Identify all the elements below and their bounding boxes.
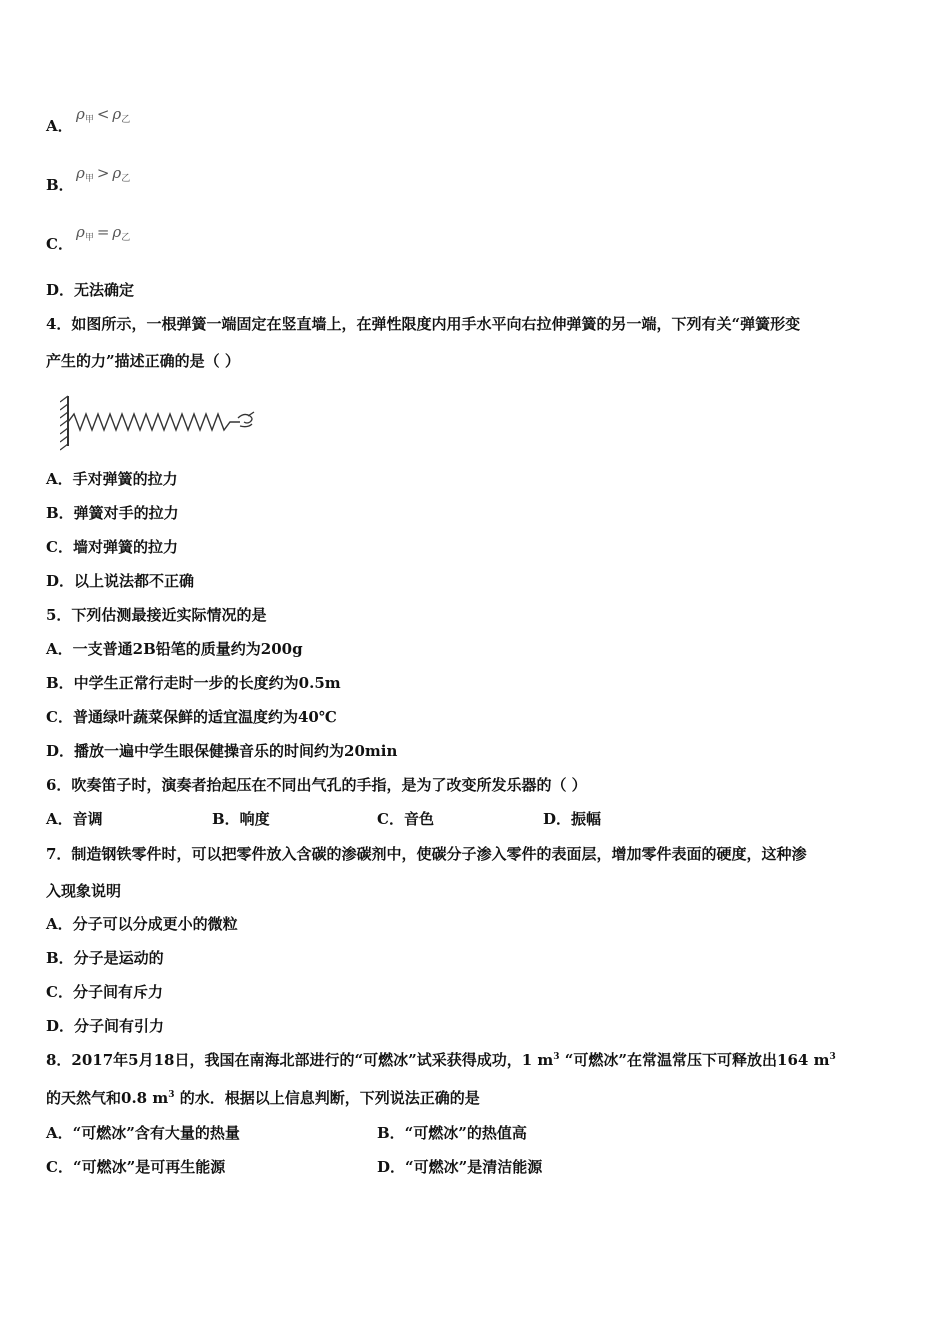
q8-option-c: C．“可燃冰”是可再生能源	[46, 1158, 226, 1176]
density-formula: $\rho_甲 = \rho_乙$	[76, 223, 131, 243]
q6-option-d: D．振幅	[543, 810, 602, 828]
q4-option-c: C．墙对弹簧的拉力	[46, 538, 178, 556]
q3-option-d: D．无法确定	[46, 281, 135, 299]
q3-option-b	[46, 164, 131, 195]
q7-stem-line2: 入现象说明	[46, 882, 122, 900]
q8-option-d: D．“可燃冰”是清洁能源	[377, 1158, 543, 1176]
density-formula: $\rho_甲 > \rho_乙$	[76, 164, 131, 184]
q6-option-a: A．音调	[46, 810, 103, 828]
hand-icon	[238, 412, 254, 427]
spring-icon	[68, 414, 240, 430]
q8-stem-line1: 8．2017年5月18日，我国在南海北部进行的“可燃冰”试采获得成功，1 $m^3$ “可燃冰”在常温常压下可释放出164 $m^3$	[46, 1051, 836, 1069]
q4-stem-line2: 产生的力”描述正确的是（ ）	[46, 352, 240, 370]
q5-option-c: C．普通绿叶蔬菜保鲜的适宜温度约为40℃	[46, 708, 337, 726]
q8-stem-line2: 的天然气和0.8 $m^3$ 的水．根据以上信息判断，下列说法正确的是	[46, 1089, 480, 1107]
q4-option-a: A．手对弹簧的拉力	[46, 470, 178, 488]
q7-option-a: A．分子可以分成更小的微粒	[46, 915, 238, 933]
q4-option-d: D．以上说法都不正确	[46, 572, 195, 590]
q5-stem: 5．下列估测最接近实际情况的是	[46, 606, 267, 624]
option-label: B．	[46, 176, 74, 194]
q3-option-a	[46, 105, 131, 136]
q7-option-b: B．分子是运动的	[46, 949, 164, 967]
q7-option-c: C．分子间有斥力	[46, 983, 163, 1001]
q3-option-c	[46, 223, 131, 254]
q5-option-b: B．中学生正常行走时一步的长度约为0.5m	[46, 674, 341, 692]
q6-option-c: C．音色	[377, 810, 434, 828]
density-formula: $\rho_甲 < \rho_乙$	[76, 105, 131, 125]
q6-stem: 6．吹奏笛子时，演奏者抬起压在不同出气孔的手指，是为了改变所发乐器的（ ）	[46, 776, 587, 794]
q4-stem-line1: 4．如图所示，一根弹簧一端固定在竖直墙上，在弹性限度内用手水平向右拉伸弹簧的另一端，下列有关“弹簧形变	[46, 315, 801, 333]
option-label: A．	[46, 117, 73, 135]
wall-icon	[60, 396, 68, 450]
q5-option-d: D．播放一遍中学生眼保健操音乐的时间约为20min	[46, 742, 398, 760]
q8-option-a: A．“可燃冰”含有大量的热量	[46, 1124, 240, 1142]
q4-option-b: B．弹簧对手的拉力	[46, 504, 179, 522]
q8-option-b: B．“可燃冰”的热值高	[377, 1124, 527, 1142]
spring-wall-hand-figure	[60, 392, 260, 452]
q6-option-b: B．响度	[212, 810, 270, 828]
q7-stem-line1: 7．制造钢铁零件时，可以把零件放入含碳的渗碳剂中，使碳分子渗入零件的表面层，增加零件表面的硬度，这种渗	[46, 845, 807, 863]
option-label: C．	[46, 235, 73, 253]
q5-option-a: A．一支普通2B铅笔的质量约为200g	[46, 640, 303, 658]
q7-option-d: D．分子间有引力	[46, 1017, 165, 1035]
